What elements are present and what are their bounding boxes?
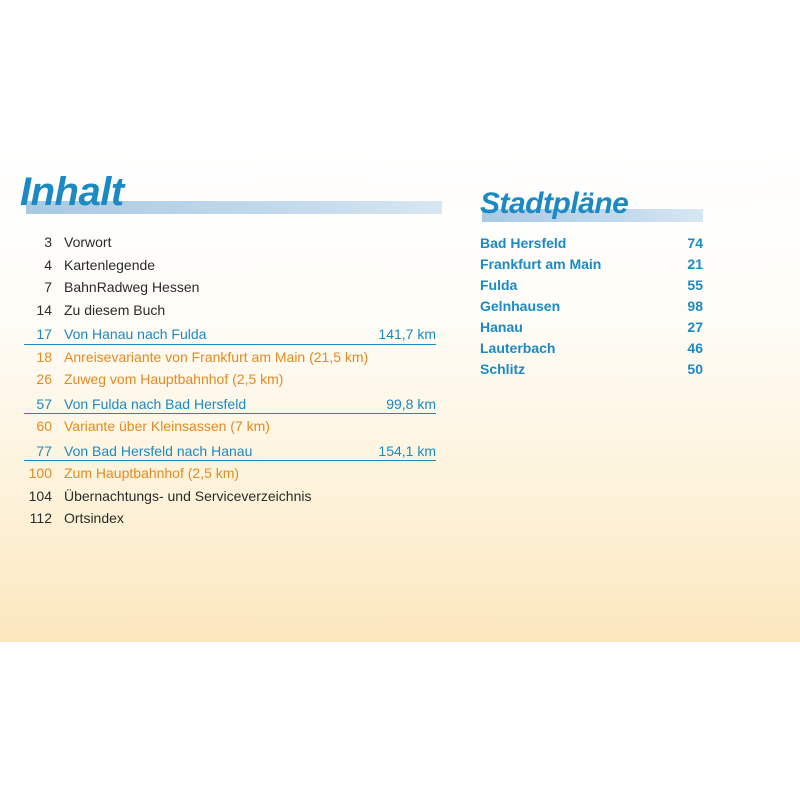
toc-entry-title: BahnRadweg Hessen bbox=[64, 279, 200, 295]
city-page-number: 46 bbox=[687, 340, 703, 356]
toc-entry-title: Übernachtungs- und Serviceverzeichnis bbox=[64, 487, 312, 504]
toc-page-number: 14 bbox=[36, 301, 52, 318]
toc-page-number: 60 bbox=[36, 418, 52, 434]
toc-entry-title: Anreisevariante von Frankfurt am Main (21,5 km) bbox=[64, 348, 369, 365]
toc-page-number: 4 bbox=[44, 256, 52, 273]
city-maps-heading: Stadtpläne bbox=[480, 187, 629, 220]
city-map-row[interactable] bbox=[480, 275, 703, 296]
toc-row[interactable] bbox=[26, 299, 436, 322]
toc-page-number: 100 bbox=[28, 465, 52, 481]
toc-row[interactable] bbox=[26, 485, 436, 508]
city-map-row[interactable] bbox=[480, 317, 703, 338]
city-page-number: 98 bbox=[687, 298, 703, 314]
city-name: Hanau bbox=[480, 319, 523, 335]
toc-page-number: 112 bbox=[29, 510, 52, 526]
toc-entry-title: Von Fulda nach Bad Hersfeld bbox=[64, 395, 247, 412]
toc-row[interactable] bbox=[26, 507, 436, 530]
toc-row[interactable] bbox=[26, 462, 436, 485]
toc-entry-title: Zu diesem Buch bbox=[64, 301, 166, 318]
toc-section-row[interactable] bbox=[26, 323, 436, 346]
toc-row[interactable] bbox=[26, 415, 436, 438]
city-map-row[interactable] bbox=[480, 296, 703, 317]
toc-entry-title: Zum Hauptbahnhof (2,5 km) bbox=[64, 465, 240, 481]
city-name: Frankfurt am Main bbox=[480, 256, 602, 272]
toc-route-distance: 154,1 km bbox=[378, 442, 436, 459]
city-map-row[interactable] bbox=[480, 359, 703, 380]
toc-page-number: 18 bbox=[36, 348, 52, 365]
toc-section-row[interactable] bbox=[26, 393, 436, 416]
toc-row[interactable] bbox=[26, 346, 436, 369]
city-name: Bad Hersfeld bbox=[480, 235, 567, 251]
city-map-row[interactable] bbox=[480, 338, 703, 359]
toc-page-number: 17 bbox=[36, 326, 52, 342]
city-page-number: 50 bbox=[687, 361, 703, 377]
toc-section-row[interactable] bbox=[26, 440, 436, 463]
toc-page-number: 3 bbox=[44, 234, 52, 250]
toc-page-number: 26 bbox=[36, 371, 52, 387]
city-map-row[interactable] bbox=[480, 254, 703, 275]
toc-entry-title: Von Bad Hersfeld nach Hanau bbox=[64, 442, 253, 459]
toc-row[interactable] bbox=[26, 231, 436, 254]
city-name: Schlitz bbox=[480, 361, 526, 377]
city-page-number: 55 bbox=[687, 277, 703, 293]
toc-entry-title: Kartenlegende bbox=[64, 256, 156, 273]
city-page-number: 27 bbox=[687, 319, 703, 335]
city-page-number: 74 bbox=[687, 235, 703, 251]
city-map-row[interactable] bbox=[480, 233, 703, 254]
contents-heading: Inhalt bbox=[20, 170, 124, 214]
table-of-contents bbox=[26, 231, 436, 530]
toc-page-number: 7 bbox=[44, 279, 52, 295]
toc-route-distance: 141,7 km bbox=[378, 326, 436, 342]
city-name: Lauterbach bbox=[480, 340, 556, 356]
city-name: Gelnhausen bbox=[480, 298, 561, 314]
toc-entry-title: Ortsindex bbox=[64, 510, 124, 526]
toc-row[interactable] bbox=[26, 368, 436, 391]
toc-entry-title: Von Hanau nach Fulda bbox=[64, 326, 207, 342]
toc-entry-title: Variante über Kleinsassen (7 km) bbox=[64, 418, 270, 434]
toc-row[interactable] bbox=[26, 276, 436, 299]
toc-page-number: 77 bbox=[36, 442, 52, 459]
toc-entry-title: Zuweg vom Hauptbahnhof (2,5 km) bbox=[64, 371, 284, 387]
city-name: Fulda bbox=[480, 277, 518, 293]
toc-row[interactable] bbox=[26, 254, 436, 277]
toc-page-number: 57 bbox=[36, 395, 52, 412]
toc-route-distance: 99,8 km bbox=[386, 395, 436, 412]
toc-entry-title: Vorwort bbox=[64, 234, 112, 250]
toc-page-number: 104 bbox=[28, 487, 52, 504]
city-maps-list bbox=[480, 233, 703, 380]
city-page-number: 21 bbox=[687, 256, 703, 272]
